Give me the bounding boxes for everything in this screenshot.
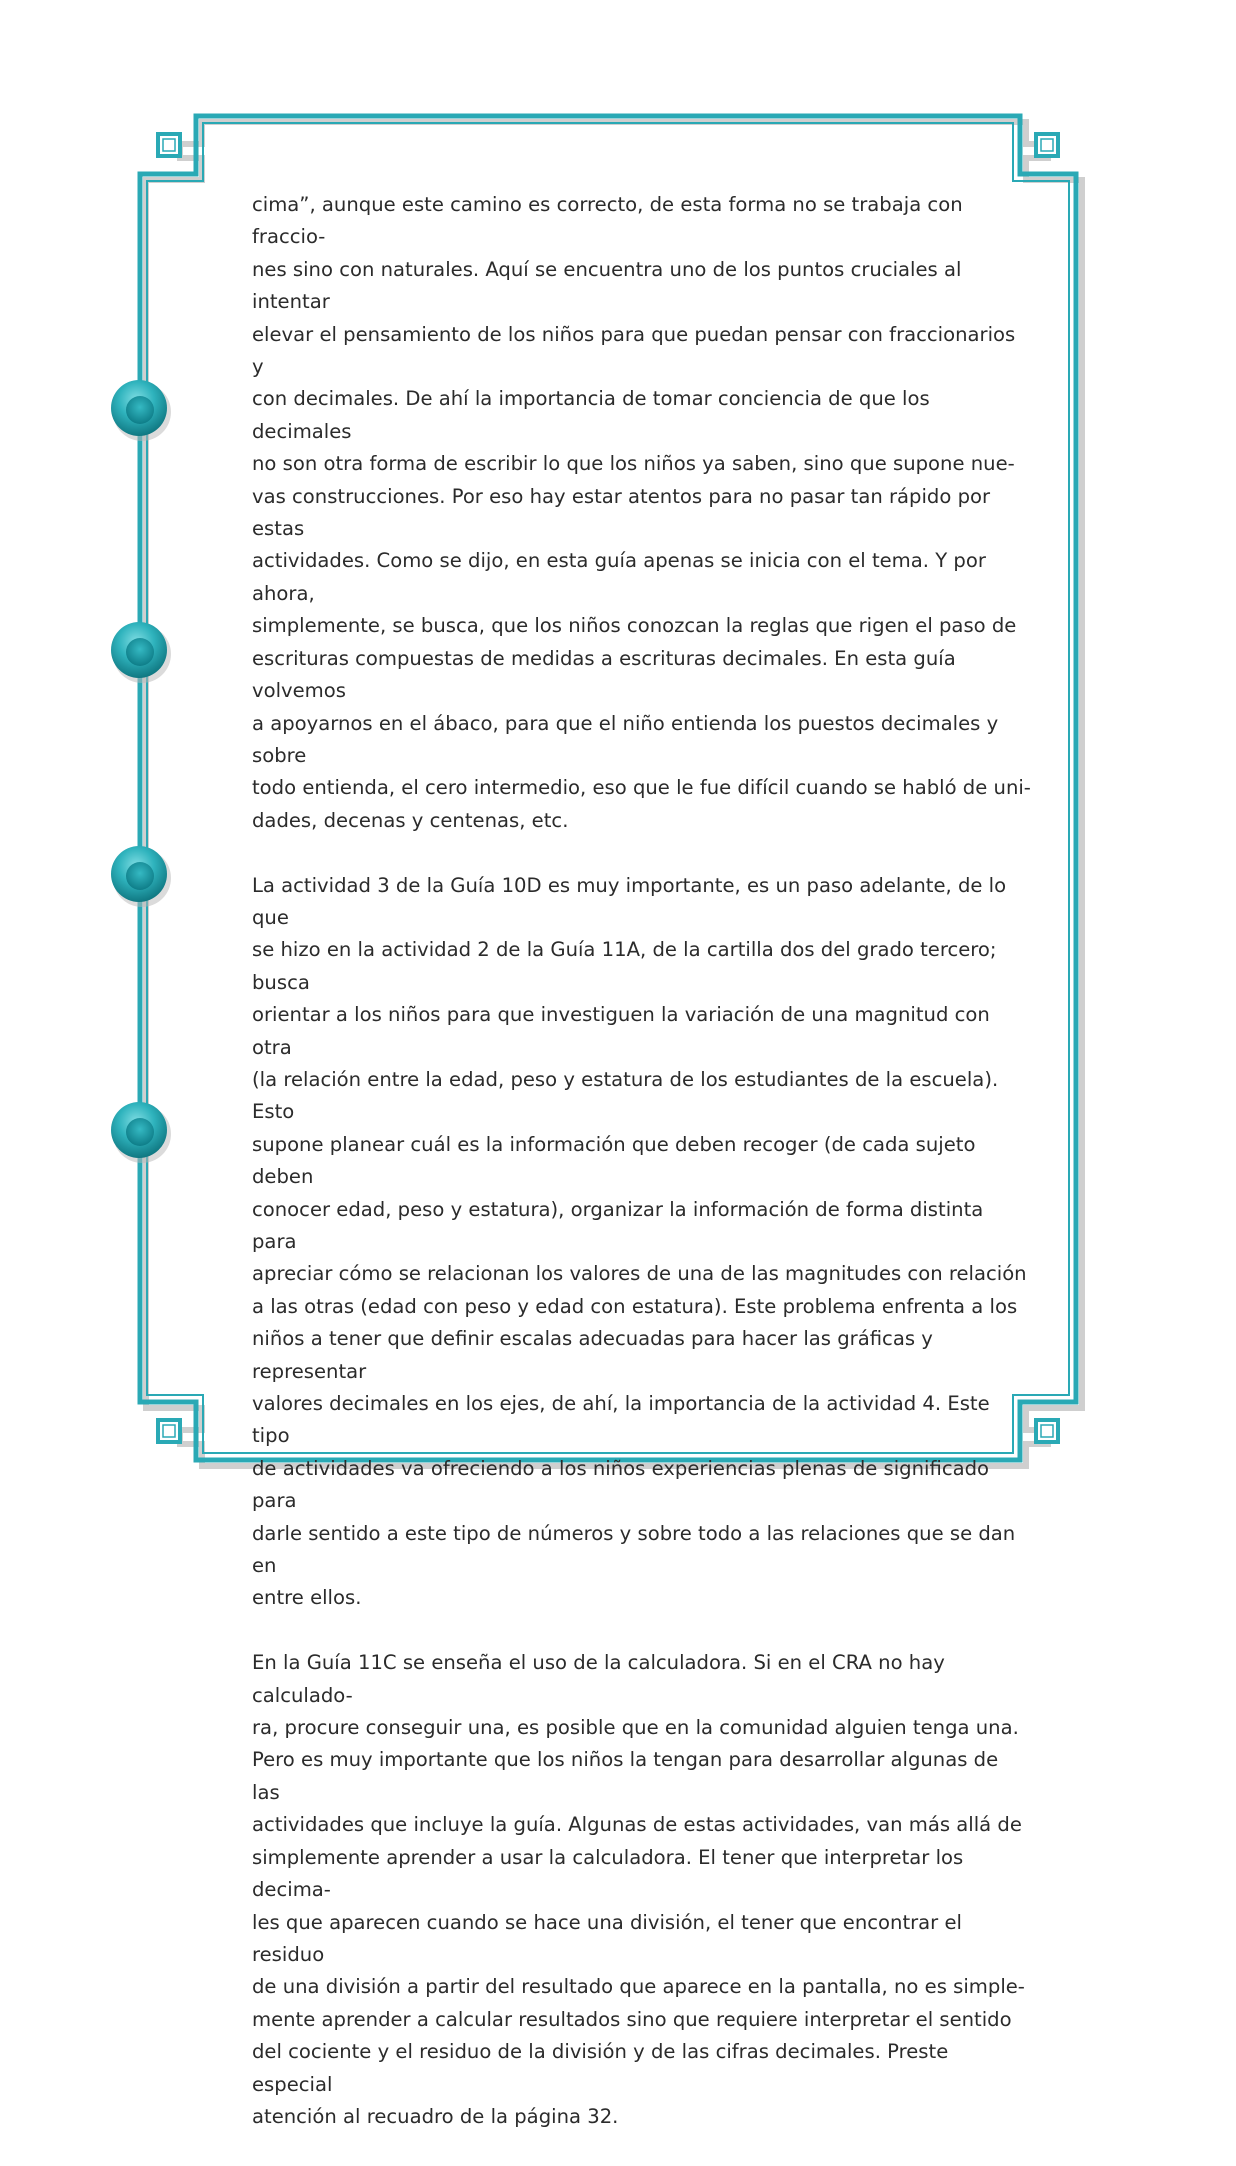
paragraph-decimales: cima”, aunque este camino es correcto, de esta forma no se trabaja con fraccio- nes sino con naturales. Aquí se encuentra uno de los puntos cruciales al intentar elevar el pensamiento de los niños para que puedan pensar con fraccionarios y con decimales. De ahí la importancia de tomar conciencia de que los decimales no son otra forma de escribir lo que los niños ya saben, sino que supone nue- vas construcciones. Por eso hay estar atentos para no pasar tan rápido por estas actividades. Como se dijo, en esta guía apenas se inicia con el tema. Y por ahora, simplemente, se busca, que los niños conozcan la reglas que rigen el paso de escrituras compuestas de medidas a escrituras decimales. En esta guía volvemos a apoyarnos en el ábaco, para que el niño entienda los puestos decimales y sobre todo entienda, el cero intermedio, eso que le fue difícil cuando se habló de uni- dades, decenas y centenas, etc. (252, 193, 1031, 832)
binder-ring (111, 622, 171, 683)
binder-ring (111, 1102, 171, 1163)
paragraph-calculadora: En la Guía 11C se enseña el uso de la calculadora. Si en el CRA no hay calculado- ra, procure conseguir una, es posible que en la comunidad alguien tenga una. Pero es muy importante que los niños la tengan para desarrollar algunas de las actividades que incluye la guía. Algunas de estas actividades, van más allá de simplemente aprender a usar la calculadora. El tener que interpretar los decima- les que aparecen cuando se hace una división, el tener que encontrar el residuo de una división a partir del resultado que aparece en la pantalla, no es simple- mente aprender a calcular resultados sino que requiere interpretar el sentido del cociente y el residuo de la división y de las cifras decimales. Preste especial atención al recuadro de la página 32. (252, 1651, 1025, 2128)
binder-ring (111, 380, 171, 441)
binder-ring (111, 846, 171, 907)
body-text (252, 189, 1032, 2166)
paragraph-actividad-3: La actividad 3 de la Guía 10D es muy importante, es un paso adelante, de lo que se hizo en la actividad 2 de la Guía 11A, de la cartilla dos del grado tercero; busca orientar a los niños para que investiguen la variación de una magnitud con otra (la relación entre la edad, peso y estatura de los estudiantes de la escuela). Esto supone planear cuál es la información que deben recoger (de cada sujeto deben conocer edad, peso y estatura), organizar la información de forma distinta para apreciar cómo se relacionan los valores de una de las magnitudes con relación a las otras (edad con peso y edad con estatura). Este problema enfrenta a los niños a tener que definir escalas adecuadas para hacer las gráficas y representar valores decimales en los ejes, de ahí, la importancia de la actividad 4. Este tipo de actividades va ofreciendo a los niños experiencias plenas de significado para darle sentido a este tipo de números y sobre todo a las relaciones que se dan en entre ellos. (252, 873, 1027, 1610)
